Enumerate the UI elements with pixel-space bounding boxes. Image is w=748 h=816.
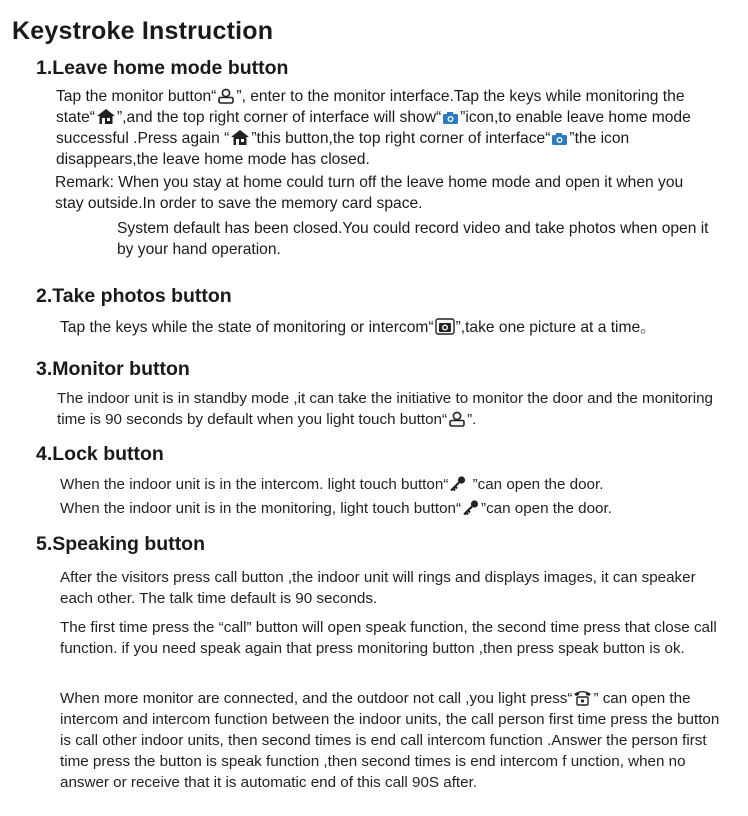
section3-paragraph: The indoor unit is in standby mode ,it can take the initiative to monitor the door and the monitoring time is 90 seconds by default when you light touch button“ ”. [57, 390, 713, 428]
section1-remark [55, 172, 715, 260]
section1-paragraph: Tap the monitor button“ ”, enter to the monitor interface.Tap the keys while monitoring the state“ ”,and the top right corner of interface will show“ ”icon,to enable leave home mode successful .Press again “ ”this button,the top right corner of interface“ ”the icon disappears,the leave home mode has closed. [56, 88, 691, 168]
section4-heading: 4.Lock button [36, 443, 164, 465]
monitor-person-icon [448, 411, 466, 427]
remark-text-1: When you stay at home could turn off the leave home mode and open it when you stay outside.In order to save the memory card space. [55, 174, 684, 212]
remark-label: Remark: [55, 174, 114, 191]
take-photo-icon [435, 318, 455, 335]
lock-key-icon [449, 475, 467, 492]
section4-line-2: When the indoor unit is in the monitoring, light touch button“ ”can open the door. [60, 500, 612, 517]
section1-heading: 1.Leave home mode button [36, 57, 289, 79]
section4-line-1: When the indoor unit is in the intercom. light touch button“ ”can open the door. [60, 476, 604, 493]
remark-text-2: System default has been closed.You could record video and take photos when open it by your hand operation. [117, 220, 709, 258]
leave-home-icon [230, 129, 250, 146]
section2-heading: 2.Take photos button [36, 285, 232, 307]
camera-status-icon [442, 111, 459, 125]
section5-paragraph-3: When more monitor are connected, and the outdoor not call ,you light press“ ” can open the intercom and intercom function between the indoor units, the call person first time press the button is call other indoor units, then second times is end call intercom function .Answer the person first time press the button is speak function ,then second times is end intercom f unction, when no answer or receive that it is automatic end of this call 90S after. [60, 690, 720, 791]
section5-paragraph-1: After the visitors press call button ,the indoor unit will rings and displays images, it can speaker each other. The talk time default is 90 seconds. [60, 569, 696, 607]
page-title: Keystroke Instruction [12, 17, 274, 45]
section5-paragraph-2: The first time press the “call” button will open speak function, the second time press that close call function. if you need speak again that press monitoring button ,then press speak button is ok. [60, 619, 717, 657]
leave-home-icon [96, 108, 116, 125]
section2-paragraph: Tap the keys while the state of monitoring or intercom“ ”,take one picture at a time。 [60, 319, 656, 336]
camera-status-icon [551, 132, 568, 146]
lock-key-icon [462, 499, 480, 516]
monitor-person-icon [217, 88, 235, 104]
section3-heading: 3.Monitor button [36, 358, 190, 380]
section5-heading: 5.Speaking button [36, 533, 206, 555]
intercom-phone-icon [573, 689, 592, 706]
